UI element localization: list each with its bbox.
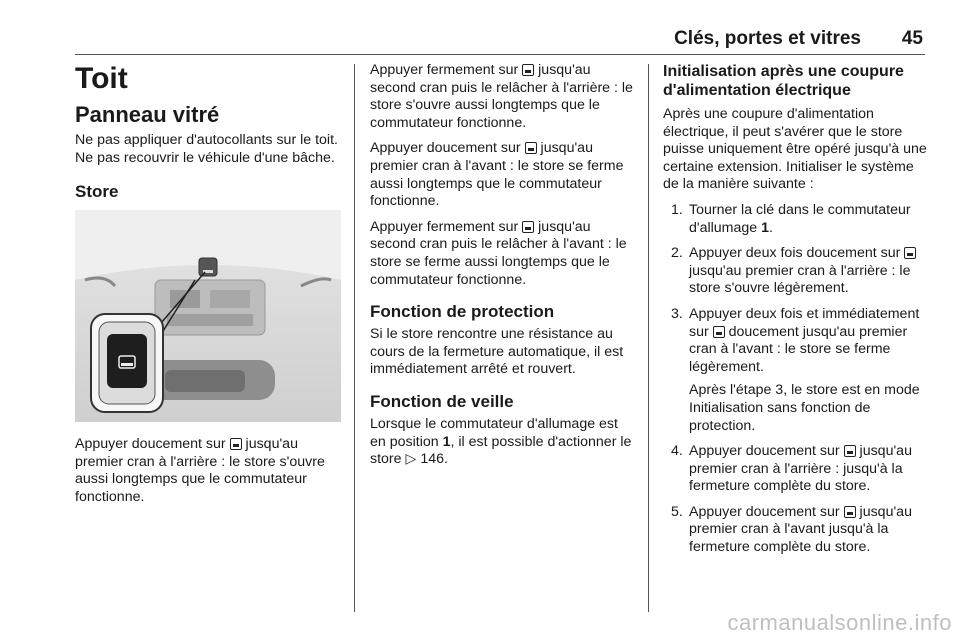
store-paragraph: Appuyer doucement sur jusqu'au premier cran à l'arrière : le store s'ouvre aussi longtemps que le commutateur fonctionne. — [75, 436, 325, 505]
chapter-header-title: Clés, portes et vitres — [674, 28, 861, 49]
column-divider-2 — [648, 64, 649, 612]
sunshade-button-icon — [844, 445, 856, 457]
paragraph-firm-front: Appuyer fermement sur jusqu'au second cran puis le relâcher à l'avant : le store se ferme aussi longtemps que le commutateur fonctionne. — [370, 218, 627, 288]
sunshade-button-icon — [904, 247, 916, 259]
page-number: 45 — [901, 28, 923, 49]
sunshade-button-icon — [230, 438, 242, 450]
watermark: carmanualsonline.info — [727, 610, 952, 635]
veille-title: Fonction de veille — [370, 391, 514, 411]
sunshade-button-icon — [522, 221, 534, 233]
list-item: 2. Appuyer deux fois doucement sur jusqu'au premier cran à l'arrière : le store s'ouvre légèrement. — [663, 245, 931, 298]
init-steps-list — [663, 202, 931, 557]
protection-paragraph: Si le store rencontre une résistance au cours de la fermeture automatique, il est immédiatement arrêté et rouvert. — [370, 326, 624, 378]
headliner-photo-icon — [75, 210, 341, 422]
section-title: Panneau vitré — [75, 102, 220, 127]
sunshade-switch-illustration — [75, 210, 341, 422]
list-item: 3. Appuyer deux fois et immédiatement sur doucement jusqu'au premier cran à l'avant : le store se ferme légèrement. Après l'étape 3, le store est en mode Initialisation sans fonction de protection. — [663, 306, 931, 435]
page-header — [75, 28, 925, 55]
paragraph-firm-rear: Appuyer fermement sur jusqu'au second cran puis le relâcher à l'arrière : le store s'ouvre aussi longtemps que le commutateur fonctionne. — [370, 62, 633, 131]
paragraph-gentle-front: Appuyer doucement sur jusqu'au premier cran à l'avant : le store se ferme aussi longtemps que le commutateur fonctionne. — [370, 140, 624, 210]
chapter-title: Toit — [75, 62, 128, 95]
sunshade-button-icon — [844, 506, 856, 518]
veille-paragraph: Lorsque le commutateur d'allumage est en position 1, il est possible d'actionner le store ▷ 146. — [370, 415, 632, 468]
column-right — [663, 62, 931, 565]
sunshade-button-icon — [522, 64, 534, 76]
init-title: Initialisation après une coupure d'alimentation électrique — [663, 63, 904, 99]
column-middle — [370, 62, 636, 477]
intro-paragraph: Ne pas appliquer d'autocollants sur le toit. Ne pas recouvrir le véhicule d'une bâche. — [75, 132, 338, 166]
init-intro: Après une coupure d'alimentation électrique, il peut s'avérer que le store puisse uniquement être opéré jusqu'à une certaine extension. Initialiser le système de la manière suivante : — [663, 106, 927, 193]
column-divider-1 — [354, 64, 355, 612]
step-note: Après l'étape 3, le store est en mode Initialisation sans fonction de protection. — [689, 382, 920, 434]
page-reference-link[interactable]: 146. — [420, 451, 448, 468]
list-item: 1. Tourner la clé dans le commutateur d'allumage 1. — [671, 201, 911, 236]
list-item: 4. Appuyer doucement sur jusqu'au premier cran à l'arrière : jusqu'à la fermeture complète du store. — [671, 443, 912, 495]
sunshade-button-icon — [713, 326, 725, 338]
page-reference-arrow-icon: ▷ — [405, 451, 417, 468]
sunshade-button-icon — [525, 142, 537, 154]
list-item: 5. Appuyer doucement sur jusqu'au premier cran à l'avant jusqu'à la fermeture complète du store. — [671, 503, 912, 556]
protection-title: Fonction de protection — [370, 302, 555, 322]
subsection-title-store: Store — [75, 182, 119, 202]
column-left — [75, 62, 341, 515]
